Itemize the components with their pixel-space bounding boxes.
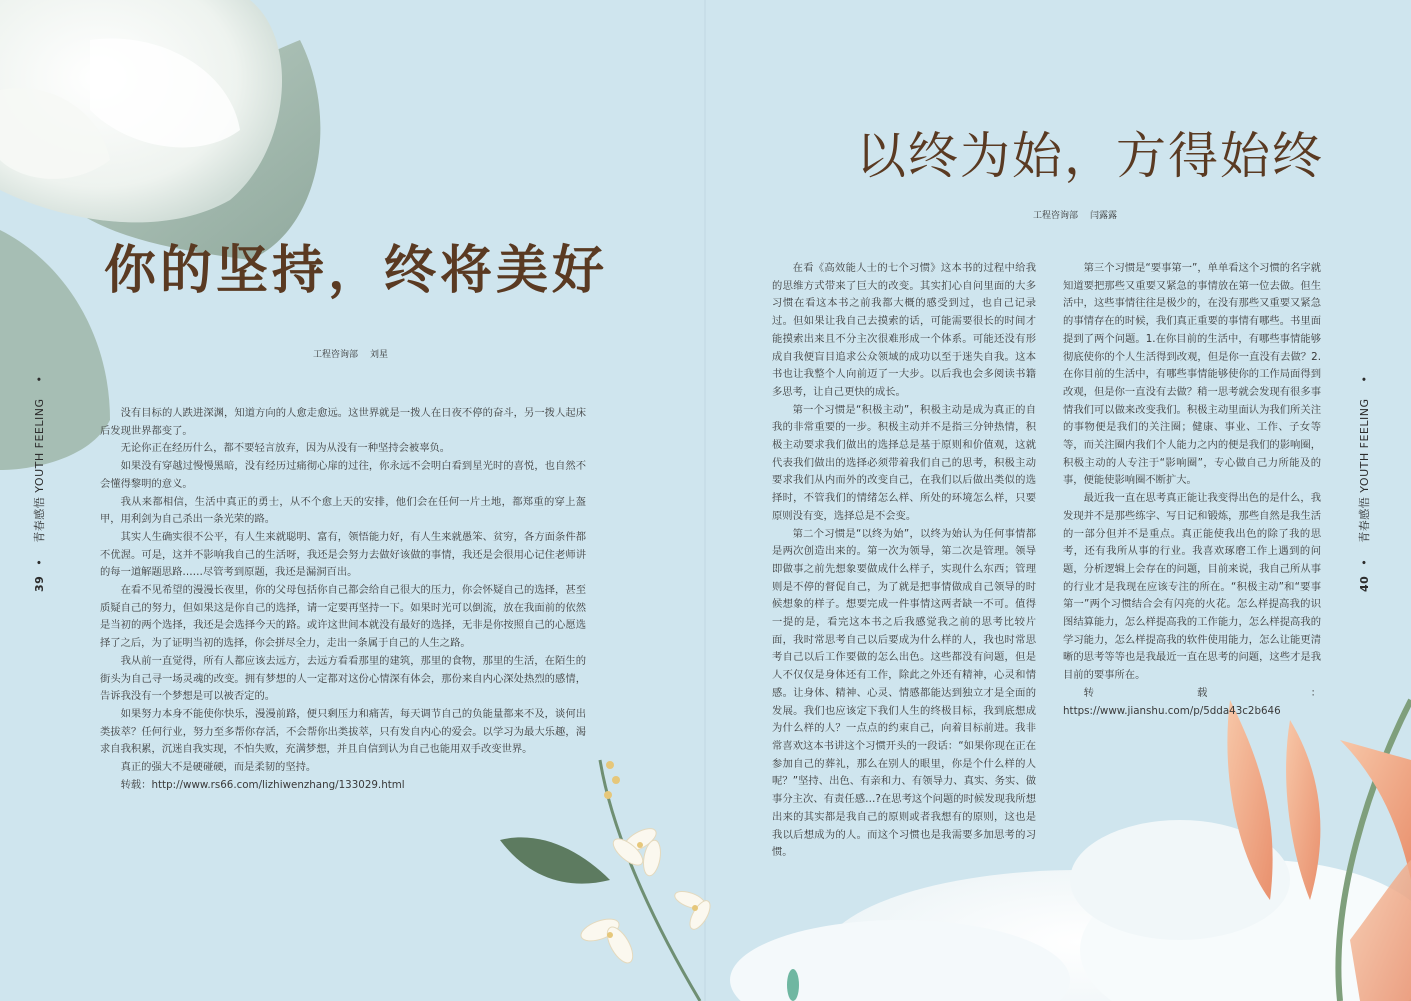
- left-paragraph: 如果努力本身不能使你快乐，漫漫前路，便只剩压力和痛苦，每天调节自己的负能量都来不及，谈何出类拔萃？任何行业，努力至多帮你存活，不会帮你出类拔萃，只有发自内心的爱会。以学习为最大乐趣，渴求自我积累，沉迷自我实现，不怕失败，充满梦想，并且自信到认为自己也能用双手改变世界。: [100, 707, 586, 756]
- right-source-link[interactable]: 转载：https://www.jianshu.com/p/5dda43c2b646: [1063, 686, 1321, 717]
- right-section-en: YOUTH FEELING: [1358, 398, 1371, 493]
- left-section-cn: 青春感悟: [33, 496, 46, 543]
- left-paragraph: 我从前一直觉得，所有人都应该去远方，去远方看看那里的建筑，那里的食物，那里的生活，在陌生的街头为自己寻一场灵魂的改变。拥有梦想的人一定都对这份心情深有体会，那份来自内心深处热烈的感情，告诉我没有一个梦想是可以被否定的。: [100, 654, 586, 703]
- left-article-body: [100, 405, 586, 794]
- left-byline-author: 刘星: [370, 350, 389, 360]
- right-article-column-1: [772, 260, 1036, 862]
- right-byline-author: 闫露露: [1090, 211, 1118, 221]
- left-section-en: YOUTH FEELING: [33, 398, 46, 493]
- right-article-column-2: [1063, 260, 1321, 720]
- right-article-title: 以终为始，方得始终: [856, 127, 1324, 185]
- right-page-side-label: [1356, 376, 1372, 592]
- right-byline: [1033, 208, 1117, 221]
- left-byline: [313, 347, 388, 360]
- left-source-link[interactable]: 转载：http://www.rs66.com/lizhiwenzhang/133029.html: [120, 778, 405, 791]
- left-paragraph: 其实人生确实很不公平，有人生来就聪明、富有，领悟能力好，有人生来就愚笨、贫穷，各方面条件都不优渥。可是，这并不影响我自己的生活呀，我还是会努力去做好该做的事情，我还是会很用心记住老师讲的每一道解题思路……尽管考到原题，我还是漏洞百出。: [100, 530, 586, 579]
- right-section-cn: 青春感悟: [1358, 496, 1371, 543]
- left-paragraph: 无论你正在经历什么，都不要轻言放弃，因为从没有一种坚持会被辜负。: [120, 442, 451, 455]
- left-paragraph: 真正的强大不是硬碰硬，而是柔韧的坚持。: [120, 761, 317, 774]
- right-bullet: •: [1358, 558, 1371, 566]
- right-page-number: 40: [1358, 575, 1371, 592]
- left-paragraph: 如果没有穿越过慢慢黑暗，没有经历过痛彻心扉的过往，你永远不会明白看到星光时的喜悦，也自然不会懂得黎明的意义。: [100, 460, 586, 490]
- right-paragraph: 第二个习惯是“以终为始”，以终为始认为任何事情都是两次创造出来的。第一次为领导，第二次是管理。领导即做事之前先想象要做成什么样子，实现什么东西；管理则是不停的督促自己，为了就是把事情做成自己领导的时候想象的样子。想要完成一件事情这两者缺一不可。值得一提的是，看完这本书之后我感觉我之前的思考比较片面，我时常思考自己以后要成为什么样的人，我也时常思考自己以后工作要做的怎么出色。这些都没有问题，但是人不仅仅是身体还有工作，除此之外还有精神，心灵和情感。让身体、精神、心灵、情感都能达到独立才是全面的发展。我们也应该定下我们人生的终极目标，我到底想成为什么样的人？一点点的约束自己，向着目标前进。我非常喜欢这本书讲这个习惯开头的一段话：“如果你现在正在参加自己的葬礼，那么在别人的眼里，你是个什么样的人呢？”坚持、出色、有亲和力、有领导力、真实、务实、做事分主次、有责任感…?在思考这个问题的时候发现我所想出来的其实都是我自己的原则或者我想有的原则，这也是我以后想成为的人。而这个习惯也是我需要多加思考的习惯。: [772, 527, 1036, 859]
- left-page-number: 39: [33, 575, 46, 592]
- right-paragraph: 最近我一直在思考真正能让我变得出色的是什么，我发现并不是那些练字、写日记和锻炼，那些自然是我生活的一部分但并不是重点。真正能使我出色的除了我的思考，还有我所从事的行业。我喜欢琢磨工作上遇到的问题，分析逻辑上会存在的问题，目前来说，我自己所从事的行业才是我现在应该专注的所在。“积极主动”和“要事第一”两个习惯结合会有闪亮的火花。怎么样提高我的识图结算能力，怎么样提高我的工作能力，怎么样提高我的学习能力，怎么样提高我的软件使用能力，怎么让能更清晰的思考等等也是我最近一直在思考的问题，这些才是我目前的要事所在。: [1063, 492, 1321, 682]
- left-paragraph: 没有目标的人跌进深渊，知道方向的人愈走愈远。这世界就是一拨人在日夜不停的奋斗，另一拨人起床后发现世界都变了。: [100, 407, 586, 437]
- right-byline-department: 工程咨询部: [1033, 211, 1079, 221]
- left-paragraph: 在看不见希望的漫漫长夜里，你的父母包括你自己都会给自己很大的压力，你会怀疑自己的选择，甚至质疑自己的努力，但如果这是你自己的选择，请一定要再坚持一下。如果时光可以倒流，放在我面前的依然是当初的两个选择，我还是会选择今天的路。或许这世间本就没有最好的选择，无非是你按照自己的心愿选择了之后，为了证明当初的选择，你会拼尽全力，走出一条属于自己的人生之路。: [100, 584, 586, 650]
- left-article-title: 你的坚持，终将美好: [104, 241, 609, 301]
- right-paragraph: 在看《高效能人士的七个习惯》这本书的过程中给我的思维方式带来了巨大的改变。其实扪心自问里面的大多习惯在看这本书之前我都大概的感受到过，也自己记录过。但如果让我自己去摸索的话，可能需要很长的时间才能摸索出来且不分主次很难形成一个体系。可能还没有形成自我便盲目追求公众领域的成功以至于迷失自我。这本书也让我整个人向前迈了一大步。以后我也会多阅读书籍多思考，让自己更快的成长。: [772, 262, 1036, 398]
- left-paragraph: 我从来都相信，生活中真正的勇士，从不个愈上天的安排，他们会在任何一片土地，都郑重的穿上盔甲，用利剑为自己杀出一条光荣的路。: [100, 495, 586, 526]
- left-bullet-end: •: [33, 375, 46, 383]
- left-byline-department: 工程咨询部: [313, 350, 359, 360]
- right-paragraph: 第一个习惯是“积极主动”，积极主动是成为真正的自我的非常重要的一步。积极主动并不是指三分钟热情，积极主动要求我们做出的选择总是基于原则和价值观，这就代表我们做出的选择必须带着我们自己的思考，积极主动要求我们从内而外的改变自己，在我们以后做出类似的选择时，不管我们的情绪怎么样、所处的环境怎么样，只要原则没有变，选择总是不会变。: [772, 403, 1036, 522]
- right-paragraph: 第三个习惯是“要事第一”，单单看这个习惯的名字就知道要把那些又重要又紧急的事情放在第一位去做。但生活中，这些事情往往是极少的，在没有那些又重要又紧急的事情存在的时候，我们真正重要的事情有哪些。书里面提到了两个问题。1.在你目前的生活中，有哪些事情能够彻底使你的个人生活得到改观，但是你一直没有去做？2.在你目前的生活中，有哪些事情能够使你的工作局面得到改观，但是你一直没有去做？稍一思考就会发现有很多事情我们可以做来改变我们。积极主动里面认为我们所关注的事物便是我们的关注圈；健康、事业、工作、子女等等，而关注圈内我们个人能力之内的便是我们的影响圈，积极主动的人专注于“影响圈”，专心做自己力所能及的事，便能使影响圈不断扩大。: [1063, 262, 1321, 487]
- left-bullet: •: [33, 558, 46, 566]
- left-page-side-label: [31, 376, 47, 592]
- right-bullet-end: •: [1358, 375, 1371, 383]
